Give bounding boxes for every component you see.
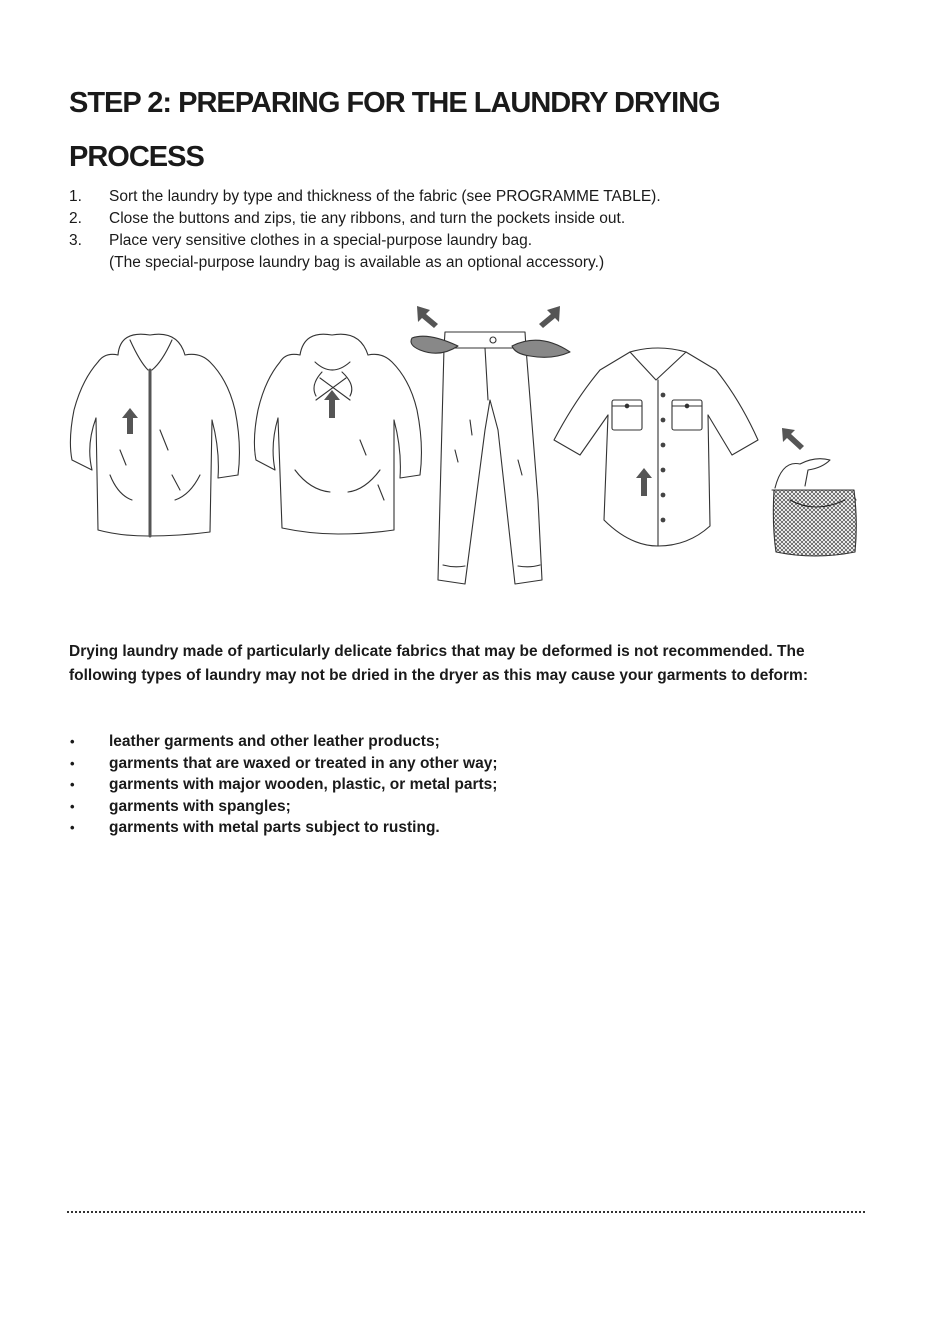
list-item — [69, 796, 497, 818]
bullet-icon: • — [70, 820, 75, 835]
drawstring-hoodie-icon — [254, 334, 421, 534]
list-item-text: garments with spangles; — [109, 797, 291, 815]
list-item — [69, 753, 497, 775]
bullet-icon: • — [70, 755, 75, 771]
step-item — [69, 208, 661, 230]
list-item-text: garments with metal parts subject to rusting. — [109, 819, 440, 836]
list-item-text: garments with major wooden, plastic, or metal parts; — [109, 776, 498, 793]
step-number: 1. — [69, 188, 82, 205]
step-item — [69, 230, 661, 274]
footer-divider — [67, 1211, 865, 1213]
list-item — [69, 774, 497, 796]
list-item — [69, 817, 497, 839]
step-note: (The special-purpose laundry bag is available as an optional accessory.) — [109, 254, 605, 271]
warning-paragraph: Drying laundry made of particularly delicate fabrics that may be deformed is not recommended. The following types of laundry may not be dried in the dryer as this may cause your garments to deform: — [69, 643, 808, 684]
steps-list — [69, 186, 661, 274]
step-text: Sort the laundry by type and thickness of the fabric (see PROGRAMME TABLE). — [109, 188, 661, 205]
list-item — [69, 731, 497, 753]
step-text: Place very sensitive clothes in a special-purpose laundry bag. — [109, 232, 533, 249]
bullet-icon: • — [70, 734, 75, 749]
page-title — [69, 76, 869, 184]
title-line-1: STEP 2: PREPARING FOR THE LAUNDRY DRYING — [69, 87, 720, 119]
list-item-text: garments that are waxed or treated in any other way; — [109, 754, 498, 772]
step-number: 2. — [69, 210, 82, 227]
laundry-bag-icon — [772, 428, 856, 556]
bullet-icon: • — [70, 777, 75, 792]
list-item-text: leather garments and other leather products; — [109, 733, 440, 750]
jeans-pockets-icon — [411, 306, 570, 584]
step-item — [69, 186, 661, 208]
excluded-garments-list — [69, 731, 497, 839]
zip-hoodie-icon — [70, 334, 239, 536]
garment-illustrations — [60, 300, 880, 600]
button-shirt-icon — [554, 348, 758, 546]
bullet-icon: • — [70, 798, 75, 814]
step-text: Close the buttons and zips, tie any ribbons, and turn the pockets inside out. — [109, 210, 626, 227]
title-line-2: PROCESS — [69, 141, 204, 173]
step-number: 3. — [69, 232, 82, 249]
